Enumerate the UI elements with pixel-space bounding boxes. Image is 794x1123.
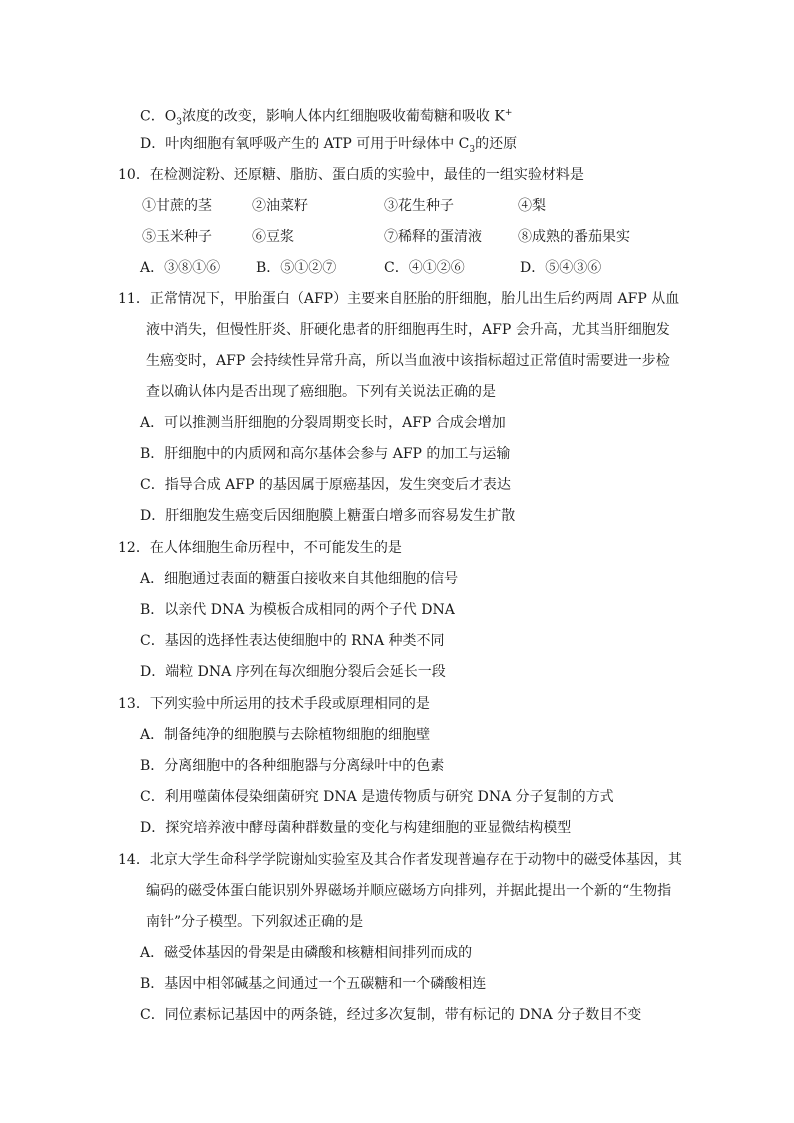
q13-option-c: C．利用噬菌体侵染细菌研究 DNA 是遗传物质与研究 DNA 分子复制的方式 bbox=[140, 789, 614, 805]
q10-stem: 10．在检测淀粉、还原糖、脂肪、蛋白质的实验中，最佳的一组实验材料是 bbox=[118, 167, 584, 183]
q10-choice-b: B．⑤①②⑦ bbox=[256, 260, 337, 276]
q10-material: ⑤玉米种子 bbox=[142, 229, 212, 245]
q10-choice-a: A．③⑧①⑥ bbox=[140, 260, 221, 276]
q11-stem-line-4: 查以确认体内是否出现了癌细胞。下列有关说法正确的是 bbox=[146, 384, 496, 400]
q9-option-c: C．$O_3$浓度的改变，影响人体内红细胞吸收葡萄糖和吸收 K+ bbox=[140, 108, 513, 128]
q11-option-c: C．指导合成 AFP 的基因属于原癌基因，发生突变后才表达 bbox=[140, 477, 511, 493]
q11-stem-line-1: 11．正常情况下，甲胎蛋白（AFP）主要来自胚胎的肝细胞，胎儿出生后约两周 AFP 从血 bbox=[118, 291, 680, 307]
question-number: 14． bbox=[118, 852, 150, 868]
q11-option-d: D．肝细胞发生癌变后因细胞膜上糖蛋白增多而容易发生扩散 bbox=[140, 508, 516, 524]
question-number: 11． bbox=[118, 291, 150, 307]
q10-material: ⑧成熟的番茄果实 bbox=[518, 229, 630, 245]
q12-option-d: D．端粒 DNA 序列在每次细胞分裂后会延长一段 bbox=[140, 664, 446, 680]
question-number: 12． bbox=[118, 540, 150, 556]
q13-option-d: D．探究培养液中酵母菌种群数量的变化与构建细胞的亚显微结构模型 bbox=[140, 820, 572, 836]
q13-option-a: A．制备纯净的细胞膜与去除植物细胞的细胞壁 bbox=[140, 727, 431, 743]
q10-material: ④梨 bbox=[518, 198, 546, 214]
q11-stem-line-2: 液中消失，但慢性肝炎、肝硬化患者的肝细胞再生时，AFP 会升高，尤其当肝细胞发 bbox=[146, 322, 670, 338]
q12-stem: 12．在人体细胞生命历程中，不可能发生的是 bbox=[118, 540, 402, 556]
question-number: 13． bbox=[118, 696, 150, 712]
q10-material: ⑦稀释的蛋清液 bbox=[384, 229, 482, 245]
q11-option-b: B．肝细胞中的内质网和高尔基体会参与 AFP 的加工与运输 bbox=[140, 446, 511, 462]
q11-stem-line-3: 生癌变时，AFP 会持续性异常升高，所以当血液中该指标超过正常值时需要进一步检 bbox=[146, 353, 670, 369]
q12-option-b: B．以亲代 DNA 为模板合成相同的两个子代 DNA bbox=[140, 602, 455, 618]
q14-option-c: C．同位素标记基因中的两条链，经过多次复制，带有标记的 DNA 分子数目不变 bbox=[140, 1007, 642, 1023]
q14-stem-line-1: 14．北京大学生命科学学院谢灿实验室及其合作者发现普遍存在于动物中的磁受体基因，其 bbox=[118, 852, 682, 868]
q13-stem: 13．下列实验中所运用的技术手段或原理相同的是 bbox=[118, 696, 430, 712]
q9-option-d: D．叶肉细胞有氧呼吸产生的 ATP 可用于叶绿体中 $C_3$的还原 bbox=[140, 136, 518, 155]
q13-option-b: B．分离细胞中的各种细胞器与分离绿叶中的色素 bbox=[140, 758, 445, 774]
q11-option-a: A．可以推测当肝细胞的分裂周期变长时，AFP 合成会增加 bbox=[140, 415, 506, 431]
q10-choice-c: C．④①②⑥ bbox=[384, 260, 465, 276]
q10-material: ②油菜籽 bbox=[252, 198, 308, 214]
q14-stem-line-2: 编码的磁受体蛋白能识别外界磁场并顺应磁场方向排列，并据此提出一个新的“生物指 bbox=[146, 883, 672, 899]
q14-stem-line-3: 南针”分子模型。下列叙述正确的是 bbox=[146, 914, 364, 930]
q10-material: ⑥豆浆 bbox=[252, 229, 294, 245]
q10-material: ①甘蔗的茎 bbox=[142, 198, 212, 214]
q12-option-a: A．细胞通过表面的糖蛋白接收来自其他细胞的信号 bbox=[140, 571, 459, 587]
q14-option-a: A．磁受体基因的骨架是由磷酸和核糖相间排列而成的 bbox=[140, 945, 473, 961]
q10-choice-d: D．⑤④③⑥ bbox=[520, 260, 602, 276]
question-number: 10． bbox=[118, 167, 150, 183]
q14-option-b: B．基因中相邻碱基之间通过一个五碳糖和一个磷酸相连 bbox=[140, 976, 487, 992]
q12-option-c: C．基因的选择性表达使细胞中的 RNA 种类不同 bbox=[140, 633, 445, 649]
q10-material: ③花生种子 bbox=[384, 198, 454, 214]
